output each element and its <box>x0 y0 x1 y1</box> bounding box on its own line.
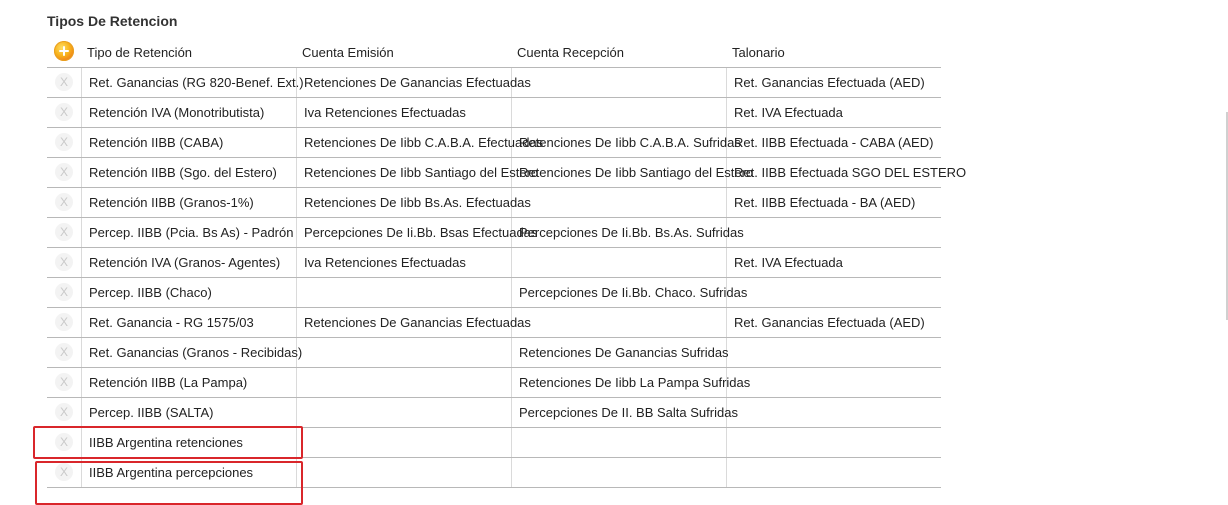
cell-talonario[interactable] <box>727 458 941 487</box>
cell-tipo[interactable]: Retención IIBB (La Pampa) <box>82 368 297 397</box>
column-header-tipo[interactable]: Tipo de Retención <box>87 45 193 60</box>
table-body <box>47 68 967 488</box>
cell-cuenta-recepcion[interactable] <box>512 248 727 277</box>
table-row[interactable] <box>47 338 941 368</box>
delete-cell <box>47 248 82 277</box>
table-row[interactable] <box>47 68 941 98</box>
table-row[interactable] <box>47 188 941 218</box>
cell-tipo[interactable]: Ret. Ganancias (RG 820-Benef. Ext.) <box>82 68 297 97</box>
delete-row-icon[interactable]: X <box>55 463 73 481</box>
table-row[interactable] <box>47 308 941 338</box>
cell-talonario[interactable] <box>727 218 941 247</box>
table-row[interactable] <box>47 158 967 188</box>
cell-cuenta-emision[interactable]: Retenciones De Ganancias Efectuadas <box>297 68 512 97</box>
delete-cell <box>47 398 82 427</box>
delete-cell <box>47 458 82 487</box>
delete-row-icon[interactable]: X <box>55 103 73 121</box>
cell-tipo[interactable]: Retención IIBB (CABA) <box>82 128 297 157</box>
cell-cuenta-recepcion[interactable]: Percepciones De Ii.Bb. Bs.As. Sufridas <box>512 218 727 247</box>
cell-tipo[interactable]: IIBB Argentina retenciones <box>82 428 297 457</box>
delete-cell <box>47 278 82 307</box>
delete-cell <box>47 158 82 187</box>
delete-cell <box>47 128 82 157</box>
delete-cell <box>47 98 82 127</box>
table-row[interactable] <box>47 278 941 308</box>
cell-talonario[interactable] <box>727 278 941 307</box>
cell-talonario[interactable] <box>727 338 941 367</box>
cell-tipo[interactable]: Percep. IIBB (Pcia. Bs As) - Padrón <box>82 218 297 247</box>
cell-cuenta-emision[interactable] <box>297 368 512 397</box>
cell-cuenta-recepcion[interactable]: Retenciones De Iibb La Pampa Sufridas <box>512 368 727 397</box>
delete-row-icon[interactable]: X <box>55 313 73 331</box>
cell-cuenta-recepcion[interactable] <box>512 428 727 457</box>
cell-talonario[interactable] <box>727 368 941 397</box>
cell-cuenta-recepcion[interactable]: Percepciones De Ii.Bb. Chaco. Sufridas <box>512 278 727 307</box>
delete-row-icon[interactable]: X <box>55 193 73 211</box>
cell-cuenta-recepcion[interactable] <box>512 68 727 97</box>
cell-talonario[interactable] <box>727 428 941 457</box>
cell-tipo[interactable]: IIBB Argentina percepciones <box>82 458 297 487</box>
cell-talonario[interactable]: Ret. IVA Efectuada <box>734 105 843 120</box>
table-row[interactable] <box>47 248 941 278</box>
delete-row-icon[interactable]: X <box>55 133 73 151</box>
table-row[interactable] <box>47 398 941 428</box>
table-header <box>47 37 941 68</box>
cell-cuenta-emision[interactable]: Iva Retenciones Efectuadas <box>297 248 512 277</box>
cell-cuenta-emision[interactable]: Iva Retenciones Efectuadas <box>297 98 512 127</box>
cell-tipo[interactable]: Retención IVA (Monotributista) <box>82 98 297 127</box>
cell-cuenta-recepcion[interactable]: Retenciones De Iibb Santiago del Estero <box>512 158 727 187</box>
column-header-talonario[interactable]: Talonario <box>732 45 785 60</box>
delete-row-icon[interactable]: X <box>55 373 73 391</box>
delete-row-icon[interactable]: X <box>55 343 73 361</box>
table-row[interactable] <box>47 428 941 458</box>
add-row-icon[interactable] <box>54 41 74 61</box>
delete-row-icon[interactable]: X <box>55 223 73 241</box>
cell-cuenta-recepcion[interactable]: Percepciones De II. BB Salta Sufridas <box>512 398 727 427</box>
cell-tipo[interactable]: Ret. Ganancias (Granos - Recibidas) <box>82 338 297 367</box>
cell-cuenta-recepcion[interactable] <box>512 188 727 217</box>
delete-cell <box>47 338 82 367</box>
cell-cuenta-emision[interactable]: Retenciones De Iibb Santiago del Estero <box>297 158 512 187</box>
cell-cuenta-emision[interactable] <box>297 458 512 487</box>
delete-cell <box>47 308 82 337</box>
cell-cuenta-recepcion[interactable] <box>512 308 727 337</box>
cell-tipo[interactable]: Retención IIBB (Sgo. del Estero) <box>82 158 297 187</box>
delete-row-icon[interactable]: X <box>55 253 73 271</box>
delete-cell <box>47 188 82 217</box>
cell-cuenta-emision[interactable] <box>297 428 512 457</box>
cell-talonario[interactable] <box>727 398 941 427</box>
column-header-recepcion[interactable]: Cuenta Recepción <box>517 45 624 60</box>
cell-cuenta-emision[interactable] <box>297 338 512 367</box>
cell-tipo[interactable]: Retención IVA (Granos- Agentes) <box>82 248 297 277</box>
cell-cuenta-emision[interactable]: Retenciones De Iibb Bs.As. Efectuadas <box>297 188 512 217</box>
delete-row-icon[interactable]: X <box>55 163 73 181</box>
table-row[interactable] <box>47 368 941 398</box>
cell-cuenta-emision[interactable] <box>297 398 512 427</box>
cell-cuenta-recepcion[interactable]: Retenciones De Iibb C.A.B.A. Sufridas <box>512 128 727 157</box>
cell-talonario[interactable]: Ret. Ganancias Efectuada (AED) <box>734 315 925 330</box>
cell-cuenta-emision[interactable]: Retenciones De Ganancias Efectuadas <box>297 308 512 337</box>
cell-cuenta-recepcion[interactable] <box>512 458 727 487</box>
retention-types-table <box>47 37 967 488</box>
cell-talonario[interactable]: Ret. Ganancias Efectuada (AED) <box>734 75 925 90</box>
delete-row-icon[interactable]: X <box>55 283 73 301</box>
cell-talonario[interactable]: Ret. IIBB Efectuada SGO DEL ESTERO <box>734 165 967 180</box>
cell-tipo[interactable]: Percep. IIBB (SALTA) <box>82 398 297 427</box>
cell-cuenta-emision[interactable]: Percepciones De Ii.Bb. Bsas Efectuadas <box>297 218 512 247</box>
delete-row-icon[interactable]: X <box>55 403 73 421</box>
delete-cell <box>47 428 82 457</box>
cell-cuenta-recepcion[interactable]: Retenciones De Ganancias Sufridas <box>512 338 727 367</box>
delete-cell <box>47 218 82 247</box>
cell-cuenta-emision[interactable]: Retenciones De Iibb C.A.B.A. Efectuadas <box>297 128 512 157</box>
table-row[interactable] <box>47 458 941 488</box>
cell-cuenta-recepcion[interactable] <box>512 98 727 127</box>
cell-tipo[interactable]: Percep. IIBB (Chaco) <box>82 278 297 307</box>
delete-row-icon[interactable]: X <box>55 433 73 451</box>
cell-tipo[interactable]: Ret. Ganancia - RG 1575/03 <box>82 308 297 337</box>
delete-cell <box>47 68 82 97</box>
delete-row-icon[interactable]: X <box>55 73 73 91</box>
cell-tipo[interactable]: Retención IIBB (Granos-1%) <box>82 188 297 217</box>
cell-cuenta-emision[interactable] <box>297 278 512 307</box>
section-title: Tipos De Retencion <box>47 13 178 29</box>
cell-talonario[interactable]: Ret. IIBB Efectuada - CABA (AED) <box>734 135 934 150</box>
table-row[interactable] <box>47 218 941 248</box>
column-header-emision[interactable]: Cuenta Emisión <box>302 45 394 60</box>
table-row[interactable] <box>47 128 941 158</box>
table-row[interactable] <box>47 98 941 128</box>
cell-talonario[interactable]: Ret. IIBB Efectuada - BA (AED) <box>734 195 916 210</box>
cell-talonario[interactable]: Ret. IVA Efectuada <box>734 255 843 270</box>
delete-cell <box>47 368 82 397</box>
